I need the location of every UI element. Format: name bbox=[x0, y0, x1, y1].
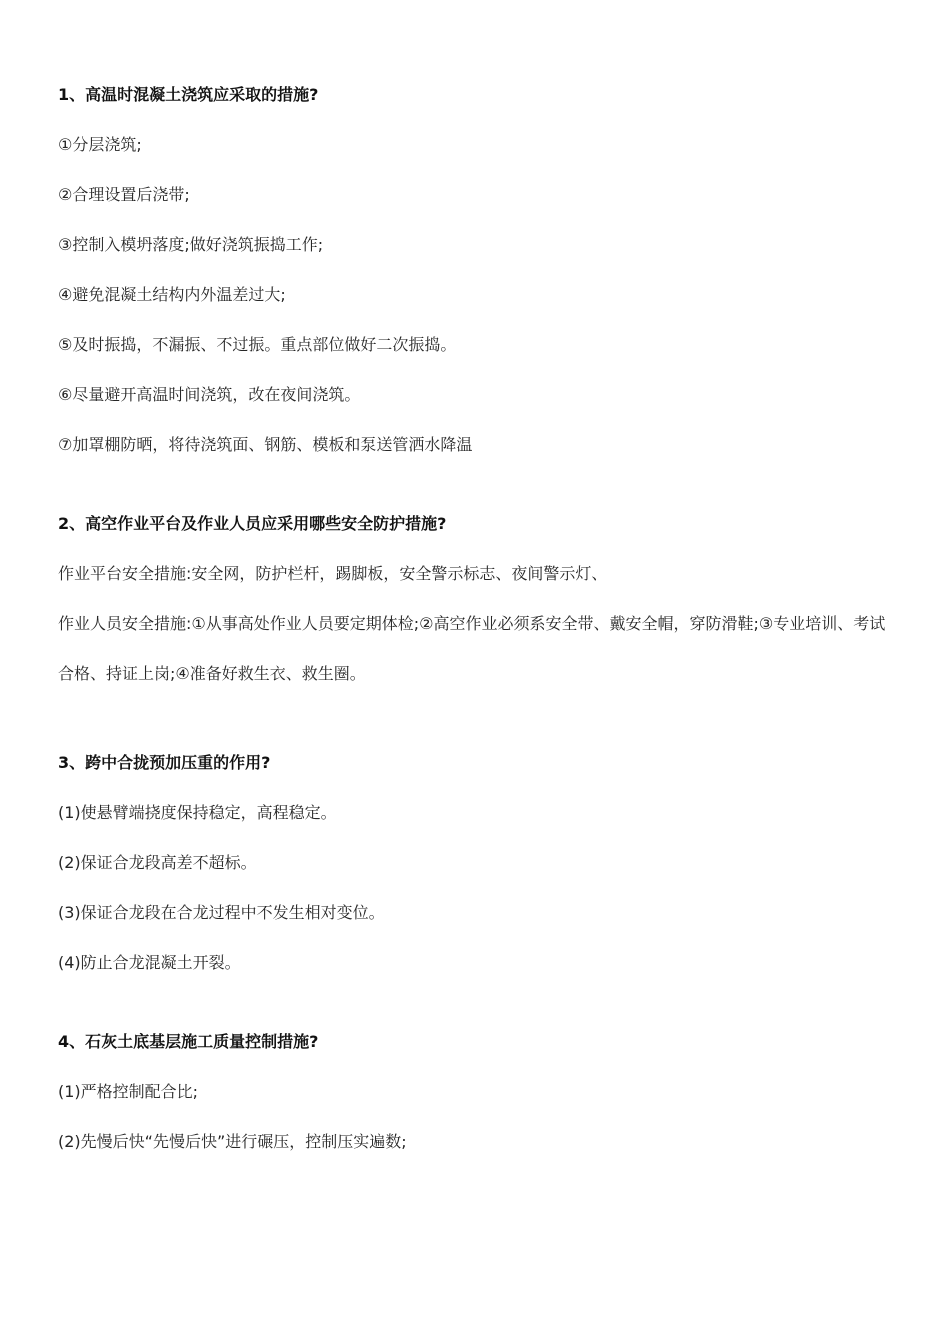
answer-line: ①分层浇筑; bbox=[58, 135, 142, 154]
section-1 bbox=[58, 80, 898, 460]
answer-paragraph: 作业人员安全措施:①从事高处作业人员要定期体检;②高空作业必须系安全带、戴安全帽，穿防滑鞋;③专业培训、考试合格、持证上岗;④准备好救生衣、救生圈。 bbox=[58, 614, 886, 683]
answer-line: ②合理设置后浇带; bbox=[58, 185, 190, 204]
section-2 bbox=[58, 509, 898, 699]
section-4 bbox=[58, 1027, 898, 1157]
answer-line: ⑥尽量避开高温时间浇筑，改在夜间浇筑。 bbox=[58, 385, 361, 404]
answer-line: (3)保证合龙段在合龙过程中不发生相对变位。 bbox=[58, 903, 385, 922]
question-title: 2、高空作业平台及作业人员应采用哪些安全防护措施? bbox=[58, 514, 447, 533]
answer-line: ⑤及时振捣，不漏振、不过振。重点部位做好二次振捣。 bbox=[58, 335, 457, 354]
question-title: 1、高温时混凝土浇筑应采取的措施? bbox=[58, 85, 319, 104]
answer-line: (4)防止合龙混凝土开裂。 bbox=[58, 953, 241, 972]
answer-line: ④避免混凝土结构内外温差过大; bbox=[58, 285, 286, 304]
answer-line: (1)使悬臂端挠度保持稳定，高程稳定。 bbox=[58, 803, 337, 822]
answer-line: (2)保证合龙段高差不超标。 bbox=[58, 853, 257, 872]
answer-line: ⑦加罩棚防晒，将待浇筑面、钢筋、模板和泵送管洒水降温 bbox=[58, 435, 473, 454]
document-body bbox=[58, 80, 898, 1206]
question-title: 4、石灰土底基层施工质量控制措施? bbox=[58, 1032, 319, 1051]
section-3 bbox=[58, 748, 898, 978]
answer-line: (1)严格控制配合比; bbox=[58, 1082, 199, 1101]
answer-line: ③控制入模坍落度;做好浇筑振捣工作; bbox=[58, 235, 324, 254]
question-title: 3、跨中合拢预加压重的作用? bbox=[58, 753, 271, 772]
answer-line: (2)先慢后快“先慢后快”进行碾压，控制压实遍数; bbox=[58, 1132, 407, 1151]
answer-line: 作业平台安全措施:安全网，防护栏杆，踢脚板，安全警示标志、夜间警示灯、 bbox=[58, 564, 608, 583]
